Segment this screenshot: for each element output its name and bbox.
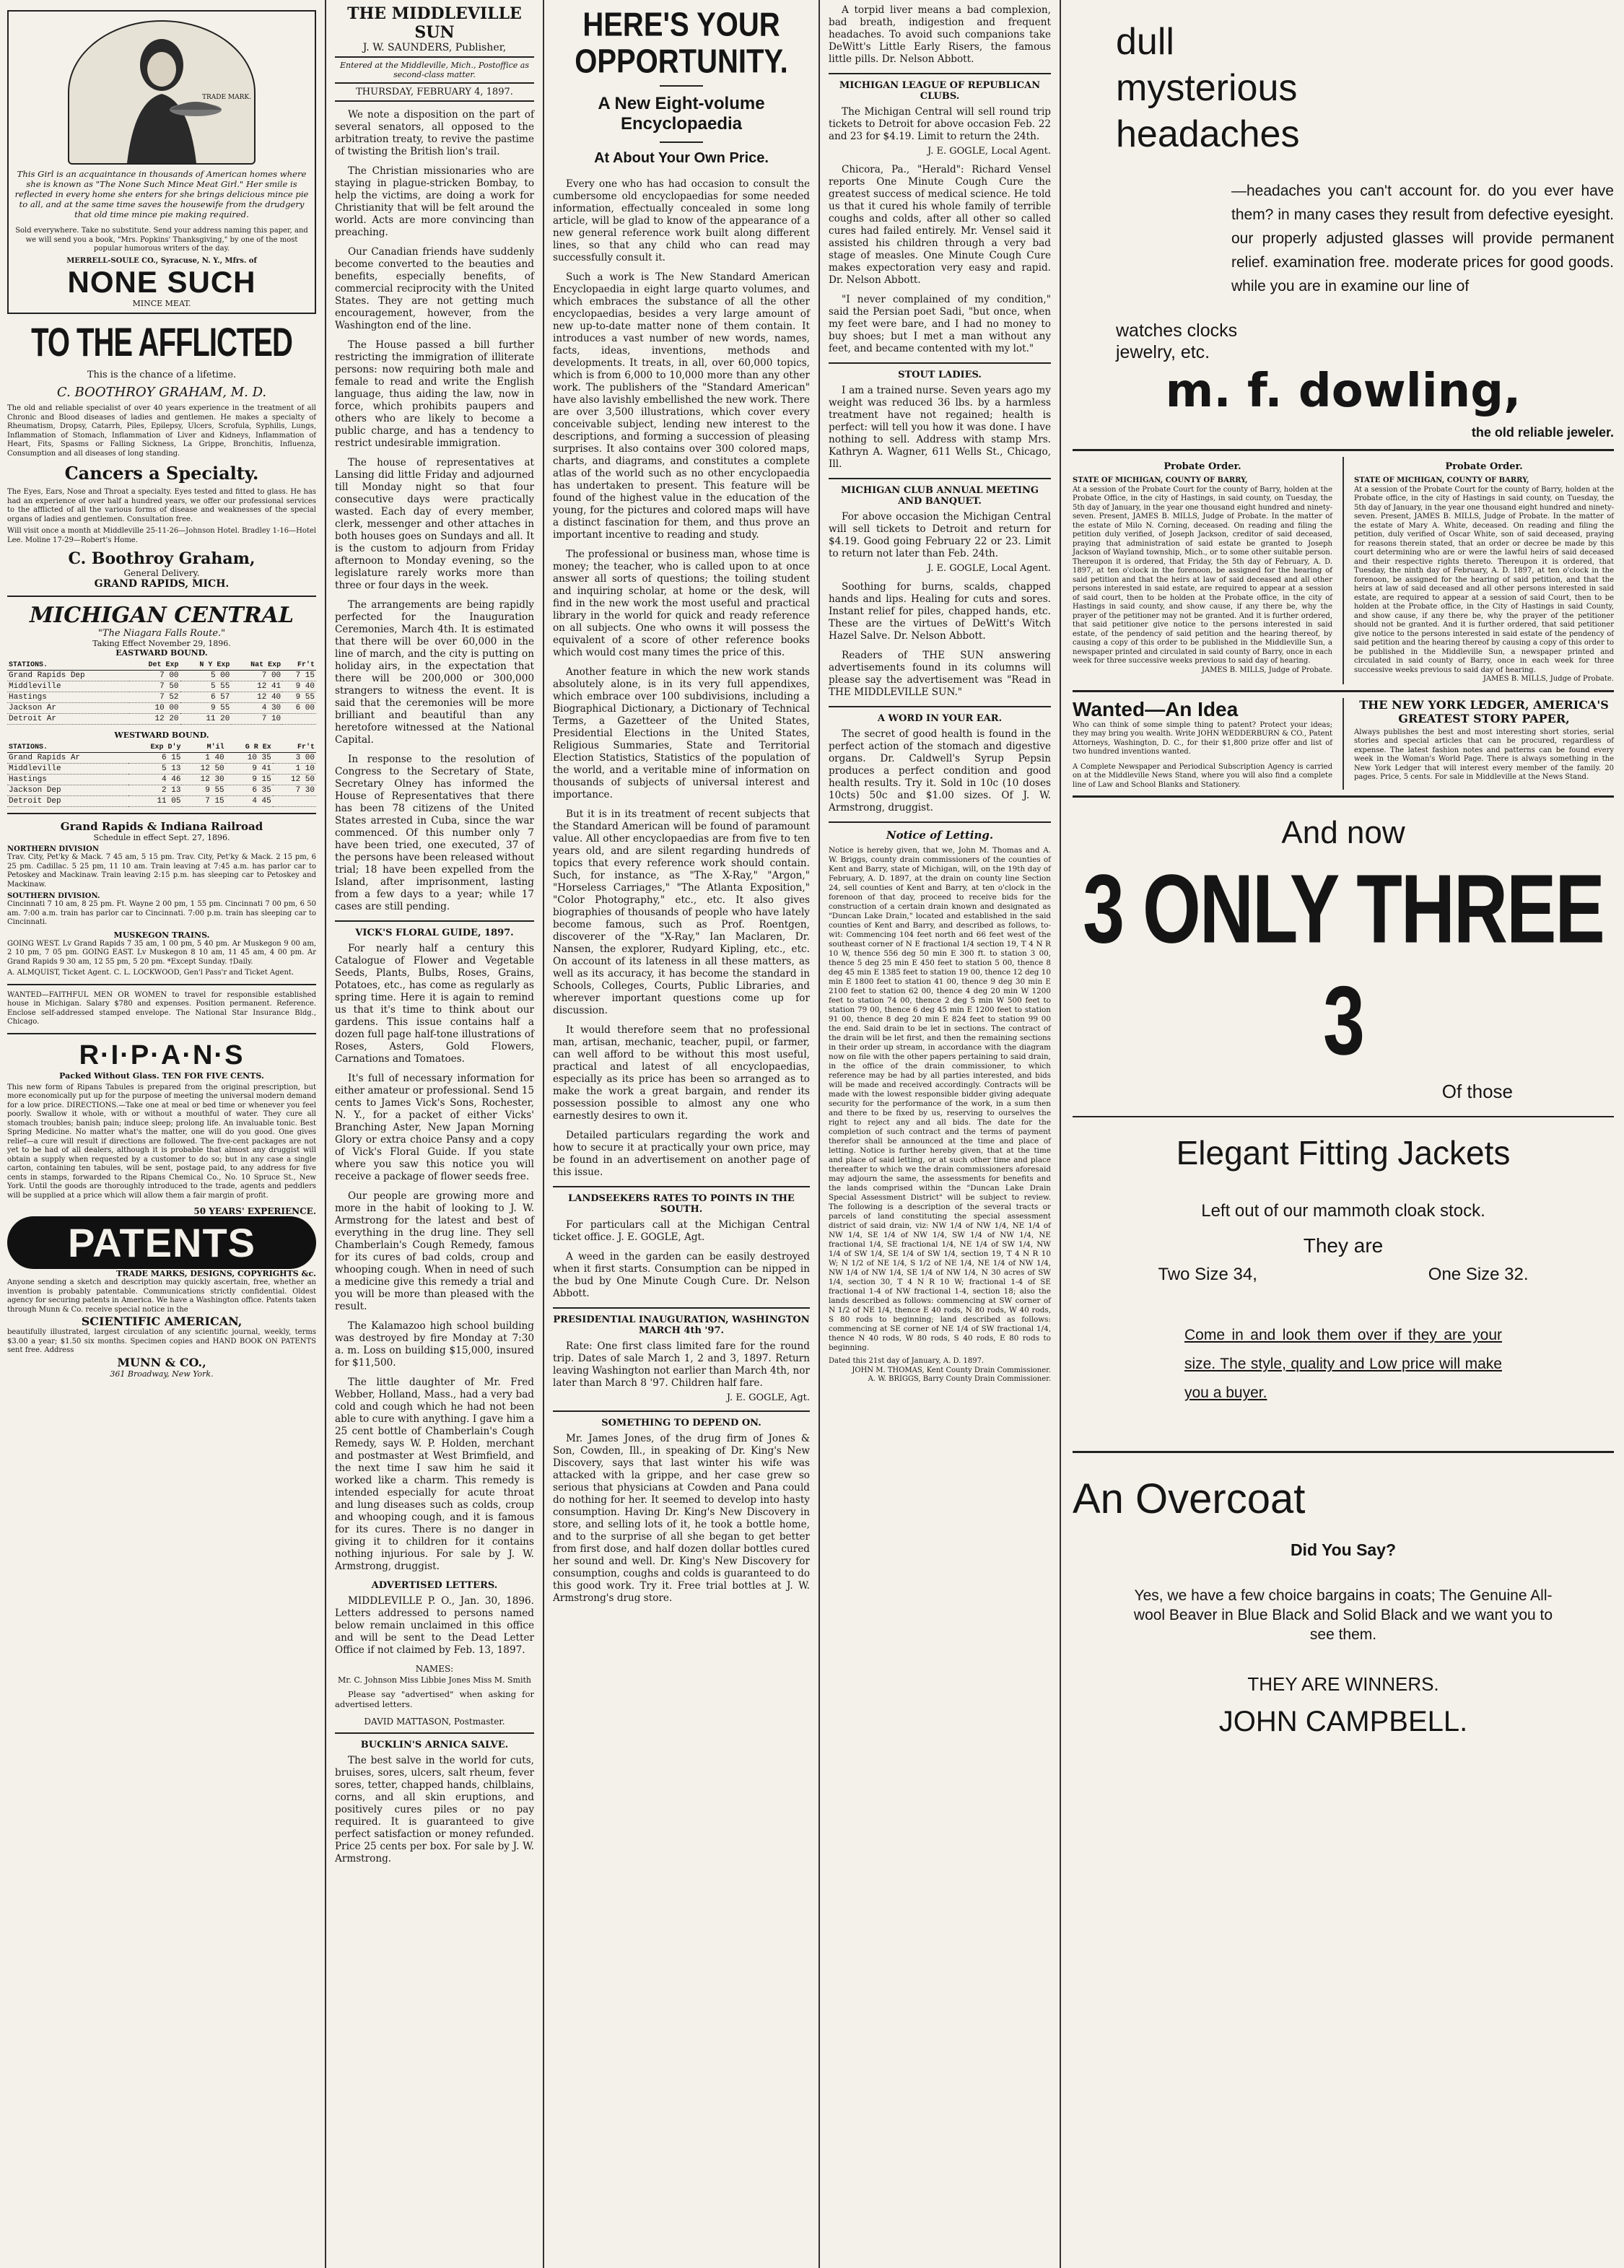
weed-notice: A weed in the garden can be easily destroyed when it first starts. Consumption can be nipped in the bud by One Minute Cough Cure. Dr. Nelson Abbott. (553, 1251, 810, 1299)
ripans-ad (7, 1040, 316, 1201)
masthead: THE MIDDLEVILLE SUN (347, 4, 522, 42)
timetable-header-cell: Fr't (282, 660, 316, 671)
gri-south-body: Cincinnati 7 10 am, 8 25 pm. Ft. Wayne 2 00 pm, 1 55 pm. Cincinnati 7 00 pm, 6 50 am. 7:00 a.m. train has parlor car to Cincinnati. 7:00 p.m. train has sleeping car to Cincinnati. (7, 900, 316, 926)
nonesuch-maker: MERRELL-SOULE CO., Syracuse, N. Y., Mfrs. of (66, 256, 257, 265)
ledger-head: THE NEW YORK LEDGER, AMERICA'S GREATEST STORY PAPER, (1359, 697, 1609, 725)
vick-paragraph: The little daughter of Mr. Fred Webber, Holland, Mass., had a very bad cold and cough which he had not been able to cure with anything. I gave him a 25 cent bottle of Chamberlain's Cough Remedy, says W. P. Holden, merchant and postmaster at West Brimfield, and the next time I saw him he said it worked like a charm. This remedy is intended especially for acute throat and lung diseases such as colds, croup and whooping cough, and it is famous for its cures. There is no danger in giving it to children for it contains nothing injurious. For sale by J. W. Armstrong, druggist. (335, 1377, 534, 1572)
timetable-row (7, 764, 316, 775)
probate-head-2: Probate Order. (1445, 461, 1523, 472)
club-head: MICHIGAN CLUB ANNUAL MEETING AND BANQUET. (841, 485, 1039, 507)
probate-head-1: Probate Order. (1164, 461, 1241, 472)
editorial-paragraph: In response to the resolution of Congress to the Secretary of State, Secretary Olney has informed the House of Representatives that there has been 78 citizens of the United States arrested in Cuba, since the war commenced. Of this number only 7 have been tried, one executed, 37 of the persons have been released without trial; 18 have been expelled from the Island, after imprisonment, lasting from a few days to a year; while 17 cases are still pending. (335, 754, 534, 912)
probate-order-1 (1073, 457, 1332, 684)
bucklin-head: BUCKLIN'S ARNICA SALVE. (360, 1740, 509, 1750)
timetable-cell: Middleville (7, 764, 128, 775)
left-out: Left out of our mammoth cloak stock. (1201, 1201, 1485, 1221)
timetable-cell: 1 10 (273, 764, 316, 775)
gri-title: Grand Rapids & Indiana Railroad (60, 820, 263, 833)
afflicted-signature-sub: General Delivery. (123, 568, 200, 578)
letting-dated: Dated this 21st day of January, A. D. 1897. (829, 1357, 985, 1365)
timetable-cell: 9 55 (282, 692, 316, 703)
patents-trade: TRADE MARKS, DESIGNS, COPYRIGHTS &c. (116, 1269, 316, 1278)
timetable-row (7, 681, 316, 692)
john-campbell: JOHN CAMPBELL. (1218, 1706, 1468, 1737)
only-three: 3 ONLY THREE 3 (1083, 855, 1604, 1076)
nonesuch-brand: NONE SUCH (67, 265, 256, 299)
patents-title: PATENTS (7, 1216, 316, 1269)
gri-muskegon: MUSKEGON TRAINS. (113, 930, 210, 940)
news-depot: A Complete Newspaper and Periodical Subscription Agency is carried on at the Middleville News Stand, where you will also find a complete line of Law and School Blanks and Stationery. (1073, 762, 1332, 789)
encyclopaedia-paragraph: Another feature in which the new work stands absolutely alone, is in its very full appendixes, which embrace over 100 subdivisions, including a Biographical Dictionary, a Dictionary of Technical Terms, a Gazetteer of the United States, Presidential Elections in the United States, Religious Summaries, State and Territorial Election Statistics, Statistics of the population of the world, and a veritable mine of information on thousands of subjects of universal interest and importance. (553, 666, 810, 801)
mince-girl-illustration (68, 20, 256, 165)
timetable-cell: 12 41 (231, 681, 282, 692)
editorial-paragraph: The arrangements are being rapidly perfected for the Inauguration Ceremonies, March 4th. It is estimated that there will be over 60,000 in the line of march, and the city is putting on holiday airs, in the expectation that there will be 200,000 or 300,000 strangers to witness the event. It is said that the ceremonies will be more brilliant and beautiful than any heretofore witnessed at the National Capital. (335, 599, 534, 746)
timetable-cell: 5 00 (180, 671, 232, 681)
probate-order-2 (1354, 457, 1614, 684)
gri-timetable (7, 820, 316, 978)
come-in: Come in and look them over if they are your size. The style, quality and Low price will make you a buyer. (1184, 1327, 1502, 1401)
timetable-cell: 9 41 (226, 764, 273, 775)
timetable-row (7, 785, 316, 796)
encyclopaedia-paragraph: But it is in its treatment of recent subjects that the Standard American will be found of paramount value. All other encyclopaedias are from five to ten years old, and are silent regarding hundreds of topics that every reference work should contain. Such, for instance, as "The X-Ray," "Argon," "Horseless Carriages," "The Atlanta Exposition," "Color Photography," etc., etc. It also gives biographies of thousands of people who have lately become famous, such as Prof. Roentgen, discoverer of the "X-Ray," Ian Maclaren, Dr. Nansen, the explorer, Rudyard Kipling, etc., etc. On account of its lateness in all these matters, as well as its accuracy, it has become the standard in Schools, Colleges, Courts, Public Libraries, and wherever important questions come up for discussion. (553, 808, 810, 1016)
opportunity-sub-2: At About Your Own Price. (594, 150, 769, 166)
dowling-list: watches clocks jewelry, etc. (1116, 320, 1238, 362)
encyclopaedia-paragraph: The professional or business man, whose time is money; the teacher, who is called upon to at once answer all sorts of questions; the toiling student and inquiring scholar, at home or the desk, will find in the new work the most useful and practical library in the world for quick and ready reference on all subjects. One who owns it will possess the equivalent of a score of other reference books which would cost many times the price of this. (553, 549, 810, 658)
girl-with-pie-icon (69, 22, 254, 163)
encyclopaedia-paragraphs (553, 178, 810, 1179)
inauguration-head: PRESIDENTIAL INAUGURATION, WASHINGTON MARCH 4th '97. (553, 1314, 810, 1336)
editorial-paragraph: The house of representatives at Lansing did little Friday and adjourned till Monday night so that four consecutive days were practically wasted. Each day of every member, clerk, messenger and other attaches in both houses goes on Sundays and all. It is the custom to adjourn from Friday afternoon to Monday evening, so the legislature rarely works more than three or four days in the week. (335, 457, 534, 591)
column-4 (821, 0, 1058, 2268)
timetable-cell: 6 00 (282, 703, 316, 714)
letting-sig-1: JOHN M. THOMAS, Kent County Drain Commissioner. (852, 1366, 1051, 1374)
timetable-cell: 9 55 (182, 785, 225, 796)
league-sig: J. E. GOGLE, Local Agent. (927, 146, 1051, 157)
editorial-paragraph: Our Canadian friends have suddenly become converted to the beauties and benefits, especially benefits, of commercial reciprocity with the United States. They are not getting much encouragement, however, from the Washington end of the line. (335, 246, 534, 331)
names-list: Mr. C. Johnson Miss Libbie Jones Miss M. Smith (338, 1675, 531, 1685)
trademark-label: TRADE MARK. (201, 94, 251, 101)
timetable-cell: 1 40 (182, 753, 225, 764)
gri-agents: A. ALMQUIST, Ticket Agent. C. L. LOCKWOOD, Gen'l Pass'r and Ticket Agent. (7, 969, 294, 977)
patents-body-2: beautifully illustrated, largest circulation of any scientific journal, weekly, terms $3.00 a year; $1.50 six months. Specimen copies and HAND BOOK ON PATENTS sent free. Address (7, 1328, 316, 1354)
club-body: For above occasion the Michigan Central will sell tickets to Detroit and return for $4.19. Good going February 22 or 23. Limit to return not later than Feb. 24th. (829, 511, 1051, 559)
column-rule-3 (818, 0, 820, 2268)
timetable-cell: 12 50 (182, 764, 225, 775)
timetable-row (7, 753, 316, 764)
dowling-name: m. f. dowling, (1165, 365, 1522, 418)
vick-paragraph: It's full of necessary information for either amateur or professional. Send 15 cents to James Vick's Sons, Rochester, N. Y., for a packet of either Vicks' Branching Aster, New Japan Morning Glory or extra choice Pansy and a copy of Vick's Floral Guide. If you state where you saw this notice you will receive a package of flower seeds free. (335, 1073, 534, 1182)
timetable-header-cell: STATIONS. (7, 743, 128, 753)
ripans-title: R·I·P·A·N·S (79, 1039, 245, 1070)
probate-state-2: STATE OF MICHIGAN, COUNTY OF BARRY, (1354, 476, 1529, 484)
timetable-row (7, 703, 316, 714)
timetable-row (7, 692, 316, 703)
club-sig: J. E. GOGLE, Local Agent. (927, 563, 1051, 574)
opportunity-sub-1: A New Eight-volume Encyclopaedia (598, 94, 765, 134)
editorial-paragraphs (335, 109, 534, 913)
depend-head: SOMETHING TO DEPEND ON. (601, 1418, 761, 1429)
editorial-paragraph: The House passed a bill further restricting the immigration of illiterate persons: now requiring both male and female to read and write the English language, thus aiding the law, now in force, which prohibits paupers and others who are likely to become a public charge, and has a tendency to restrict undesirable immigration. (335, 339, 534, 449)
landseekers-body: For particulars call at the Michigan Central ticket office. J. E. GOGLE, Agt. (553, 1219, 810, 1243)
inauguration-body: Rate: One first class limited fare for the round trip. Dates of sale March 1, 2 and 3, 1897. Return leaving Washington not earlier than March 4th, nor later than March 8 '97. Children half fare. (553, 1340, 810, 1389)
timetable-cell: 7 00 (129, 671, 180, 681)
postmaster: DAVID MATTASON, Postmaster. (364, 1717, 505, 1727)
timetable-cell: Detroit Dep (7, 796, 128, 807)
column-rule-4 (1060, 0, 1061, 2268)
column-3 (546, 0, 817, 2268)
patents-sa: SCIENTIFIC AMERICAN, (81, 1314, 243, 1328)
timetable-row (7, 671, 316, 681)
advertised-body: MIDDLEVILLE P. O., Jan. 30, 1896. Letters addressed to persons named below remain unclaimed in this office and will be sent to the Dead Letter Office if not claimed by Feb. 13, 1897. (335, 1595, 534, 1656)
advertised-note: Please say "advertised" when asking for advertised letters. (335, 1689, 534, 1709)
letting-sig-2: A. W. BRIGGS, Barry County Drain Commissioner. (868, 1375, 1051, 1383)
timetable-header-cell: Nat Exp (231, 660, 282, 671)
mc-west-table (7, 743, 316, 807)
timetable-cell: Hastings (7, 692, 129, 703)
landseekers-head: LANDSEEKERS RATES TO POINTS IN THE SOUTH. (568, 1193, 795, 1215)
probate-body-1: At a session of the Probate Court for the county of Barry, holden at the Probate Office, in the city of Hastings, in said county, on Tuesday, the 5th day of January, in the year one thousand eight hundred and ninety-seven. Present, JAMES B. MILLS, Judge of Probate. In the matter of the estate of Milo N. Corning, deceased. On reading and filing the petition duly verified, of Joseph Jackson, creditor of said deceased, praying that administration of said estate be granted to Joseph Jackson of Wayland township, Mich., or to some other suitable person. Thereupon it is ordered, that Friday, the 5th day of February, A. D. 1897, at ten o'clock in the forenoon, be assigned for the hearing of said petition and that the heirs at law of said deceased and all other persons interested in said estate, are required to appear at a session of said court, then to be holden at the Probate office, in the city of Hastings in said county, and show cause, if any there be, why the prayer of the petitioner may not be granted. And it is further ordered, that said petitioner give notice to the persons interested in said estate, of the pendency of said petition and the hearing thereof, by causing a copy of this order to be published in the Middleville Sun, a newspaper printed and circulated in said county of Barry, once in each week for three successive weeks previous to said day of hearing. (1073, 485, 1332, 665)
mc-effect: Taking Effect November 29, 1896. (92, 639, 231, 648)
letting-body: Notice is hereby given, that we, John M. Thomas and A. W. Briggs, county drain commissioners of the counties of Kent and Barry, state of Michigan, will, on the 19th day of February, A. D. 1897, at the drain on county line Section 24, sell counties of Kent and Barry, at ten o'clock in the forenoon of that day, proceed to receive bids for the construction of a certain drain known and designated as "Duncan Lake Drain," located and established in the said counties of Kent and Barry, and described as follows, to-wit: Commencing 104 feet north and 66 feet west of the southeast corner of N E fractional 1/4 section 19, T 4 N R 10 W, thence 556 deg 50 min E 300 ft. to station 3 00, thence 5 deg 25 min E 450 feet to station 5 00, thence 8 deg 45 min E 1385 feet to station 19 00, thence 12 deg 10 min E 1800 feet to station 41 00, thence 9 deg 30 min E 2100 feet to station 62 00, thence 4 deg 20 min W 1200 feet to station 74 00, thence 2 deg 5 min W 500 feet to station 79 00, thence 6 deg 45 min E 1200 feet to station 91 00, thence 8 deg 20 min E 824 feet to station 99 00 the end. Said drain to be let in sections. The contract of the drain will be let first, and then the remaining sections in their order up stream, in accordance with the diagram now on file with the other papers pertaining to said drain, in the office of the drain commissioner, to which reference may be had by all parties interested, and bids will be made and received accordingly. Contracts will be made with the lowest responsible bidder giving adequate security for the performance of the work, in a sum then and there to be fixed by us, reserving to ourselves the right to reject any and all bids. The date for the completion of such contract and the terms of payment therefor shall be announced at the time and place of letting. Notice is further hereby given, that at the time and place of said letting, or at such other time and place thereafter to which we the drain commissioners aforesaid may adjourn the same, the assessments for benefits and the lands comprised within the "Duncan Lake Drain Special Assessment District" will be subject to review. The following is a description of the several tracts or parcels of land constituting the special assessment district of said drain, viz: NW 1/4 of NW 1/4, NE 1/4 of NW 1/4, SE 1/4 of NW 1/4, SW 1/4 of NW 1/4, NE fractional 1/4, SE fractional 1/4, NE 1/4 of SW 1/4, NW 1/4 of SW 1/4, SE 1/4 of SW 1/4, section 19, T 4 N R 10 W; N 1/2 of NE 1/4, S 1/2 of NE 1/4, NE 1/4 of NW 1/4, NW 1/4 of NW 1/4, SE 1/4 of NW 1/4, N 30 acres of SW 1/4, section 30, T 4 N R 10 W; fractional 1-4 of SE fractional 1-4 of NW fractional 1-4, section 18; also the lands described as follows: commencing at SW corner of N 1/2 of NE 1/4, thence E 40 rods, N 80 rods, W 40 rods, S 80 rods to beginning; land described as follows: commencing at SE corner of NE 1/4 of SW fractional 1/4, thence N 40 rods, W 80 rods, S 40 rods, E 80 rods to beginning. (829, 846, 1051, 1352)
timetable-cell: 6 35 (226, 785, 273, 796)
encyclopaedia-paragraph: Detailed particulars regarding the work and how to secure it at practically your own price, may be found in an advertisement on another page of this issue. (553, 1130, 810, 1178)
cancers-subhead: Cancers a Specialty. (64, 463, 259, 484)
nonesuch-lead: This Girl is an acquaintance in thousands of American homes where she is known as "The None Such Mince Meat Girl." Her smile is reflected in every home she enters for she brings delicious mince pie to all, and at the same time saves the housewife from the drudgery that old time mince pie making required. (14, 169, 309, 219)
word-body: The secret of good health is found in the perfect action of the stomach and digestive organs. Dr. Caldwell's Syrup Pepsin produces a perfect condition and good health results. Try it. Sold in 10c (10 doses 10cts) 50c and $1.00 sizes. Of J. W. Armstrong, druggist. (829, 728, 1051, 814)
publisher: J. W. SAUNDERS, Publisher, (362, 42, 507, 53)
depend-body: Mr. James Jones, of the drug firm of Jones & Son, Cowden, Ill., in speaking of Dr. King's New Discovery, says that last winter his wife was attacked with la grippe, and her case grew so serious that physicians at Cowden and Pana could do nothing for her. It seemed to develop into hasty consumption. Having Dr. King's New Discovery in store, and selling lots of it, he took a bottle home, and to the surprise of all she began to get better from first dose, and half dozen dollar bottles cured her sound and well. Dr. King's New Discovery for consumption, coughs and colds is guaranteed to do this good work. Try it. Free trial bottles at J. W. Armstrong's drug store. (553, 1433, 810, 1604)
timetable-cell: 3 00 (273, 753, 316, 764)
timetable-cell: 7 15 (182, 796, 225, 807)
timetable-cell: 11 20 (180, 714, 232, 725)
timetable-cell: 4 30 (231, 703, 282, 714)
nonesuch-fine: Sold everywhere. Take no substitute. Send your address naming this paper, and we will send you a book, "Mrs. Popkins' Thanksgiving," by one of the most popular humorous writers of the day. (15, 227, 308, 253)
readers-notice: Readers of THE SUN answering advertisements found in its columns will please say the advertisement was "Read in THE MIDDLEVILLE SUN." (829, 650, 1051, 698)
letting-head: Notice of Letting. (886, 829, 994, 842)
of-those: Of those (1441, 1081, 1513, 1102)
timetable-cell: 6 57 (180, 692, 232, 703)
inauguration-sig: J. E. GOGLE, Agt. (726, 1392, 810, 1403)
afflicted-lead: This is the chance of a lifetime. (87, 370, 237, 380)
timetable-cell: 7 00 (231, 671, 282, 681)
timetable-cell: Middleville (7, 681, 129, 692)
wanted-agents-ad: WANTED—FAITHFUL MEN OR WOMEN to travel for responsible established house in Michigan. Salary $780 and expenses. Position permanent. Reference. Enclose self-addressed stamped envelope. The National Star Insurance Bldg., Chicago. (7, 990, 316, 1026)
afflicted-signature: C. Boothroy Graham, (68, 549, 256, 568)
probate-sig-1: JAMES B. MILLS, Judge of Probate. (1201, 666, 1332, 674)
timetable-row (7, 714, 316, 725)
timetable-header-cell: M'il (182, 743, 225, 753)
timetable-cell: 7 52 (129, 692, 180, 703)
michigan-central-timetable (7, 603, 316, 807)
timetable-header-cell: Det Exp (129, 660, 180, 671)
did-you-say: Did You Say? (1290, 1540, 1397, 1559)
timetable-cell: 7 10 (231, 714, 282, 725)
timetable-cell: 12 50 (273, 775, 316, 785)
dowling-body: —headaches you can't account for. do you ever have them? in many cases they result from defective eyesight. our properly adjusted glasses will provide permanent relief. examination free. moderate prices for good goods. while you are in examine our line of (1231, 183, 1614, 295)
patents-body: Anyone sending a sketch and description may quickly ascertain, free, whether an invention is probably patentable. Communications strictly confidential. Oldest agency for securing patents in America. We have a Washington office. Patents taken through Munn & Co. receive special notice in the (7, 1278, 316, 1314)
timetable-cell: 12 40 (231, 692, 282, 703)
timetable-cell: 12 30 (182, 775, 225, 785)
dowling-tagline: the old reliable jeweler. (1471, 425, 1614, 440)
timetable-cell: Grand Rapids Ar (7, 753, 128, 764)
bucklin-body: The best salve in the world for cuts, bruises, sores, ulcers, salt rheum, fever sores, tetter, chapped hands, chilblains, corns, and all skin eruptions, and positively cures piles or no pay required. It is guaranteed to give perfect satisfaction or money refunded. Price 25 cents per box. For sale by J. W. Armstrong. (335, 1755, 534, 1864)
they-are: They are (1303, 1234, 1384, 1257)
mc-title: MICHIGAN CENTRAL (29, 603, 294, 628)
timetable-cell: Grand Rapids Dep (7, 671, 129, 681)
afflicted-body: The old and reliable specialist of over 40 years experience in the treatment of all Chronic and Blood diseases of ladies and gentlemen. He makes a specialty of Rheumatism, Dropsy, Catarrh, Piles, Epilepsy, Ulcers, Scrofula, Syphilis, Lungs, Inflammation of Stomach, Inflammation of Liver and Kidneys, Inflammation of Heart, Fits, Spasms or Falling Sickness, La Grippe, Bronchitis, Influenza, Consumption and all diseases of long standing. (7, 404, 316, 458)
gri-south: SOUTHERN DIVISION. (7, 892, 100, 900)
nonesuch-ad (7, 10, 316, 314)
gri-north: NORTHERN DIVISION (7, 845, 99, 853)
advertised-head: ADVERTISED LETTERS. (371, 1580, 498, 1591)
issue-date: THURSDAY, FEBRUARY 4, 1897. (356, 87, 513, 97)
winners: THEY ARE WINNERS. (1247, 1673, 1439, 1695)
ledger-body: Always publishes the best and most interesting short stories, serial stories and special articles that can be procured, regardless of expense. The latest fashion notes and patterns can be found every week in the Woman's World Page. There is always something in the New York Ledger that will interest every member of the family. 20 pages. Price, 5 cents. For sale in Middleville at the News Stand. (1354, 728, 1614, 781)
size-32: One Size 32. (1428, 1265, 1529, 1284)
mc-eastbound: EASTWARD BOUND. (115, 648, 208, 658)
column-5 (1062, 0, 1624, 2268)
stout-body: I am a trained nurse. Seven years ago my weight was reduced 36 lbs. by a harmless treatment have not regained; health is perfect: will tell you how it was done. I have nothing to sell. Address with stamp Mrs. Kathryn A. Wagner, 611 Wells St., Chicago, Ill. (829, 385, 1051, 470)
timetable-cell (273, 796, 316, 807)
timetable-cell: 5 13 (128, 764, 183, 775)
editorial-paragraph: We note a disposition on the part of several senators, all opposed to the arbitration treaty, to revive the pastime of twisting the British lion's trail. (335, 109, 534, 157)
column-rule-2 (543, 0, 544, 2268)
encyclopaedia-paragraph: Such a work is The New Standard American Encyclopaedia in eight large quarto volumes, and which embraces the substance of all the other encyclopaedias, besides a very large amount of new up-to-date matter none of them contain. It introduces a vast number of new words, names, facts, ideas, inventions, methods and developments. It treats, in all, over 60,000 topics, which is from 6,000 to 10,000 more than any other work. The publishers of the "Standard American" have also lavishly embellished the new work. There are over 3,500 illustrations, which cover every conceivable subject, lending new interest to the descriptions, and forming a succession of pleasing surprises. It also contains over 300 colored maps, charts, and diagrams, and constitutes a complete atlas of the world such as no other encyclopaedia has undertaken to present. This feature will be found of the highest value in the education of the young, for the pictures and colored maps will have a distinct fascination for them, and thus prove an important incentive to reading and study. (553, 271, 810, 541)
patents-experience: 50 YEARS' EXPERIENCE. (193, 1206, 316, 1216)
wanted-idea-body: Who can think of some simple thing to patent? Protect your ideas; they may bring you wealth. Write JOHN WEDDERBURN & CO., Patent Attorneys, Washington, D. C., for their $1,800 prize offer and list of two hundred inventions wanted. (1073, 720, 1332, 756)
editorial-paragraph: The Christian missionaries who are staying in plague-stricken Bombay, to help the victims, are doing a work for Christianity that will be felt around the world. Acts are more convincing than preaching. (335, 165, 534, 238)
timetable-cell: 4 46 (128, 775, 183, 785)
gri-muskegon-body: GOING WEST. Lv Grand Rapids 7 35 am, 1 00 pm, 5 40 pm. Ar Muskegon 9 00 am, 2 10 pm, 7 05 pm. GOING EAST. Lv Muskegon 8 10 am, 11 45 am, 4 00 pm. Ar Grand Rapids 9 30 am, 12 55 pm, 5 20 pm. *Except Sunday. †Daily. (7, 939, 316, 966)
gri-effect: Schedule in effect Sept. 27, 1896. (93, 833, 230, 842)
afflicted-ad (7, 320, 316, 590)
overcoat: An Overcoat (1073, 1475, 1306, 1522)
and-now: And now (1281, 815, 1405, 850)
timetable-cell: 12 20 (129, 714, 180, 725)
probate-state-1: STATE OF MICHIGAN, COUNTY OF BARRY, (1073, 476, 1248, 484)
timetable-cell: 2 13 (128, 785, 183, 796)
timetable-cell: 5 55 (180, 681, 232, 692)
timetable-cell: 9 40 (282, 681, 316, 692)
doctor-name: C. BOOTHROY GRAHAM, M. D. (56, 385, 267, 400)
ripans-body: This new form of Ripans Tabules is prepared from the original prescription, but more economically put up for the purpose of meeting the universal modern demand for a low price. DIRECTIONS.—Take one at meal or bed time or whenever you feel poorly. Swallow it whole, with or without a mouthful of water. They cure all stomach troubles; banish pain; induce sleep; prolong life. An invaluable tonic. Best Spring Medicine. No matter what's the matter, one will do you good. One gives relief—a cure will result if directions are followed. The five-cent packages are not yet to be had of all dealers, although it is probable that almost any druggist will obtain a supply when requested by a customer to do so; but in any case a single carton, containing ten tabules, will be sent, postage paid, to any address for five cents in stamps, forwarded to the Ripans Chemical Co., No. 10 Spruce St., New York. Until the goods are thoroughly introduced to the trade, agents and peddlers will be supplied at a price which will allow them a fair margin of profit. (7, 1083, 316, 1200)
word-head: A WORD IN YOUR EAR. (877, 713, 1003, 724)
timetable-header-cell: STATIONS. (7, 660, 129, 671)
patents-addr: 361 Broadway, New York. (110, 1369, 214, 1379)
mc-westbound: WESTWARD BOUND. (114, 730, 209, 740)
campbell-ad (1073, 815, 1614, 1738)
nonesuch-product: MINCE MEAT. (132, 299, 191, 308)
gri-north-body: Trav. City, Pet'ky & Mack. 7 45 am, 5 15 pm. Trav. City, Pet'ky & Mack. 2 15 pm, 6 25 pm. Cadillac. 5 25 pm, 11 10 am. Train leaving at 7:45 a.m. has parlor car to Petoskey and Mackinaw. Train leaving 2:15 p.m. has sleeping car to Petoskey and Mackinaw. (7, 853, 316, 889)
timetable-row (7, 796, 316, 807)
timetable-header-cell: N Y Exp (180, 660, 232, 671)
vick-paragraphs (335, 943, 534, 1573)
jackets: Elegant Fitting Jackets (1176, 1134, 1511, 1172)
afflicted-city: GRAND RAPIDS, MICH. (94, 578, 230, 590)
timetable-row (7, 775, 316, 785)
afflicted-body-2: The Eyes, Ears, Nose and Throat a specialty. Eyes tested and fitted to glass. He has had an experience of over half a hundred years, we offer our professional services to the afflicted of all the various forms of disease and weaknesses of the special organs of ladies and gentlemen. Consultation free. (7, 488, 316, 523)
timetable-cell: Detroit Ar (7, 714, 129, 725)
timetable-cell: 4 45 (226, 796, 273, 807)
dowling-ad (1073, 19, 1614, 440)
liver-notice: A torpid liver means a bad complexion, bad breath, indigestion and frequent headaches. To avoid such companions take DeWitt's Little Early Risers, the famous little pills. Dr. Nelson Abbott. (829, 4, 1051, 65)
column-rule-1 (325, 0, 326, 2268)
chicora-notice: Chicora, Pa., "Herald": Richard Vensel reports One Minute Cough Cure the greatest success of medical science. He told us that it cured his whole family of terrible coughs and colds, after all other so called cures had failed entirely. Mr. Vensel said it assisted his children through a very bad stage of measles. One Minute Cough Cure makes expectoration very easy and rapid. Dr. Nelson Abbott. (829, 164, 1051, 286)
mc-subtitle: "The Niagara Falls Route." (97, 628, 226, 639)
afflicted-schedule: Will visit once a month at Middleville 25-11-26—Johnson Hotel. Bradley 1-16—Hotel Lee. Moline 17-29—Robert's Home. (7, 527, 316, 544)
timetable-header-cell: G R Ex (226, 743, 273, 753)
bargains: Yes, we have a few choice bargains in coats; The Genuine All-wool Beaver in Blue Black and Solid Black and we want you to see them. (1133, 1587, 1553, 1643)
mc-east-table (7, 660, 316, 725)
timetable-cell: 11 05 (128, 796, 183, 807)
afflicted-headline: TO THE AFFLICTED (31, 320, 292, 365)
timetable-cell: 9 15 (226, 775, 273, 785)
timetable-cell: 7 30 (273, 785, 316, 796)
timetable-cell: Jackson Ar (7, 703, 129, 714)
timetable-cell: 9 55 (180, 703, 232, 714)
size-34: Two Size 34, (1158, 1265, 1257, 1284)
probate-orders (1073, 457, 1614, 684)
entered-notice: Entered at the Middleville, Mich., Postoffice as second-class matter. (340, 61, 529, 79)
wanted-idea-head: Wanted—An Idea (1073, 697, 1239, 720)
league-head: MICHIGAN LEAGUE OF REPUBLICAN CLUBS. (839, 80, 1041, 102)
timetable-cell: 7 50 (129, 681, 180, 692)
ripans-sub: Packed Without Glass. TEN FOR FIVE CENTS. (59, 1070, 264, 1081)
sadi-quote: "I never complained of my condition," said the Persian poet Sadi, "but once, when my feet were bare, and I had no money to buy shoes; but I met a man without any feet, and became contented with my lot." (829, 294, 1051, 354)
patents-munn: MUNN & CO., (117, 1355, 206, 1369)
timetable-cell: Hastings (7, 775, 128, 785)
probate-sig-2: JAMES B. MILLS, Judge of Probate. (1483, 675, 1614, 683)
patents-ad (7, 1206, 316, 1379)
encyclopaedia-paragraph: Every one who has had occasion to consult the cumbersome old encyclopaedias for some needed information, effectually concealed in some long article, will be glad to know of the appearance of a new general reference work built along different lines, so that any child who can read may successfully consult it. (553, 178, 810, 263)
vick-paragraph: The Kalamazoo high school building was destroyed by fire Monday at 7:30 a. m. Loss on building $15,000, insured for $11,500. (335, 1320, 534, 1369)
timetable-cell (282, 714, 316, 725)
timetable-cell: Jackson Dep (7, 785, 128, 796)
column-2 (328, 0, 541, 2268)
opportunity-headline: HERE'S YOUR OPPORTUNITY. (575, 6, 788, 80)
probate-body-2: At a session of the Probate Court for the county of Barry, holden at the Probate office, in the city of Hastings in said county, on Tuesday, the 5th day of January, in the year one thousand eight hundred and ninety-seven. Present, JAMES B. MILLS, Judge of Probate. In the matter of the estate of Mary A. White, deceased. On reading and filing the petition, duly verified of Oscar White, son of said deceased, praying for reasons therein stated, that an order or decree be made by this court determining who are or were the lawful heirs of said deceased and their respective rights thereto. Thereupon it is ordered, that Tuesday, the ninth day of February, A. D. 1897, at ten o'clock in the forenoon, be assigned for the hearing of said petition, and that the heirs at law of said deceased and all other persons interested in said estate, are required to appear at a session of said Court, then to be holden at the Probate office, in the City of Hastings in said County, and show cause, if any there be, why the prayer of the petitioner should not be granted. And it is further ordered, that said petitioner give notice to the persons interested in said estate of the pendency of said petition and the hearing thereof by causing a copy of this order to be published in the Middleville Sun, a newspaper printed and circulated in said county of Barry, once in each week for three successive weeks previous to said day of hearing. (1354, 485, 1614, 674)
timetable-cell: 10 00 (129, 703, 180, 714)
timetable-cell: 6 15 (128, 753, 183, 764)
witch-hazel-notice: Soothing for burns, scalds, chapped hands and lips. Healing for cuts and sores. Instant relief for piles, chapped hands, etc. These are the virtues of DeWitt's Witch Hazel Salve. Dr. Nelson Abbott. (829, 581, 1051, 642)
timetable-cell: 7 15 (282, 671, 316, 681)
timetable-header-cell: Exp D'y (128, 743, 183, 753)
timetable-cell: 10 35 (226, 753, 273, 764)
names-head: NAMES: (415, 1664, 454, 1674)
column-1 (0, 0, 323, 2268)
vick-head: VICK'S FLORAL GUIDE, 1897. (355, 928, 514, 938)
vick-paragraph: For nearly half a century this Catalogue of Flower and Vegetable Seeds, Plants, Bulbs, Roses, Grains, Potatoes, etc., has come as regularly as spring time. Here it is again to remind us that it's time to think about our gardens. This issue contains half a dozen full page half-tone illustrations of Roses, Asters, Gold Flowers, Carnations and Tomatoes. (335, 943, 534, 1065)
vick-paragraph: Our people are growing more and more in the habit of looking to J. W. Armstrong for the latest and best of everything in the drug line. They sell Chamberlain's Cough Remedy, famous for its cures of bad colds, croup and whooping cough. When in need of such a medicine give this remedy a trial and you will be more than pleased with the result. (335, 1190, 534, 1312)
timetable-header-cell: Fr't (273, 743, 316, 753)
encyclopaedia-paragraph: It would therefore seem that no professional man, artisan, mechanic, teacher, pupil, or farmer, can well afford to be without this most useful, practical and latest of all encyclopaedias, especially as its price has been so arranged as to make the work a great bargain, and render its possession possible to almost any one who earnestly desires to own it. (553, 1024, 810, 1122)
dowling-headline: dull mysterious headaches (1116, 21, 1300, 155)
league-body: The Michigan Central will sell round trip tickets to Detroit for above occasion Feb. 22 and 23 for $4.19. Limit to return the 24th. (829, 106, 1051, 142)
stout-head: STOUT LADIES. (898, 370, 982, 380)
